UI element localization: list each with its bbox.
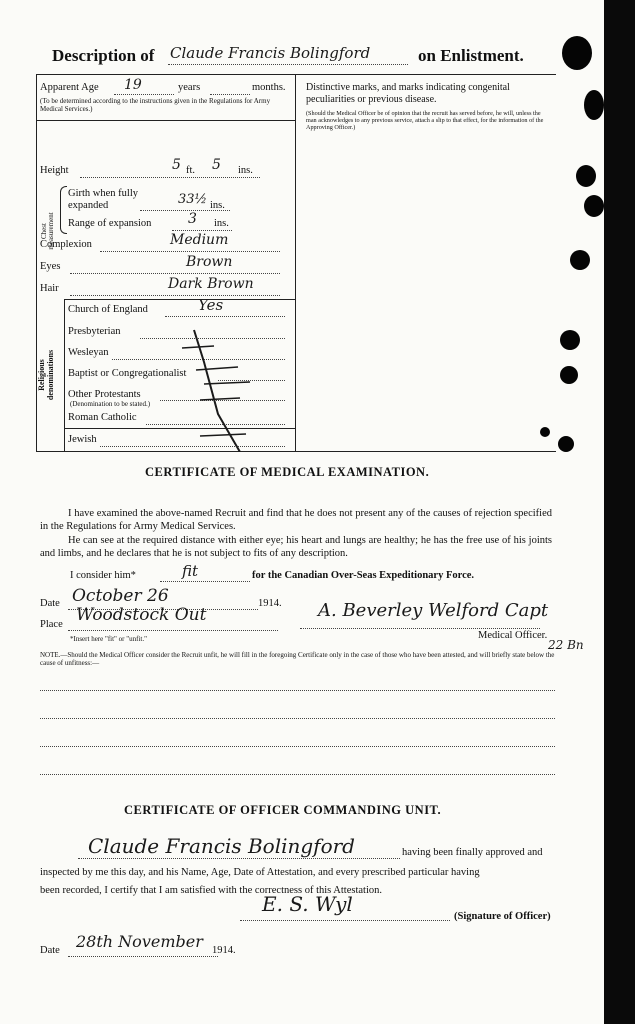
complexion-line bbox=[100, 251, 280, 252]
complexion-value: Medium bbox=[170, 232, 229, 248]
religion-group-label: Religious denominations bbox=[37, 349, 55, 401]
age-months-line bbox=[210, 94, 250, 95]
medical-certificate-title: CERTIFICATE OF MEDICAL EXAMINATION. bbox=[145, 465, 430, 479]
religion-line bbox=[165, 316, 285, 317]
form-title-suffix: on Enlistment. bbox=[418, 46, 524, 65]
medical-para-1: I have examined the above-named Recruit and find that he does not present any of the causes of rejection specified in the Regulations for Army Medical Services. bbox=[40, 508, 552, 532]
religion-handwritten-strokes bbox=[160, 318, 260, 452]
medical-place-line bbox=[68, 630, 278, 631]
commanding-date-year: 1914. bbox=[212, 945, 236, 956]
religion-church-of-england-label: Church of England bbox=[68, 304, 148, 315]
commanding-signature-label: (Signature of Officer) bbox=[454, 911, 551, 922]
religion-wesleyan-label: Wesleyan bbox=[68, 347, 109, 358]
range-value: 3 bbox=[188, 211, 197, 227]
punch-hole bbox=[540, 427, 550, 437]
table-divider bbox=[295, 74, 296, 452]
punch-hole bbox=[576, 165, 596, 187]
range-line bbox=[172, 230, 232, 231]
hair-label: Hair bbox=[40, 283, 59, 294]
table-bottom-rule bbox=[36, 451, 556, 452]
medical-officer-signature: A. Beverley Welford Capt bbox=[318, 600, 549, 621]
commanding-line-2: inspected by me this day, and his Name, Age, Date of Attestation, and every prescribed particular having bbox=[40, 867, 480, 878]
consider-prefix: I consider him* bbox=[70, 570, 136, 581]
eyes-label: Eyes bbox=[40, 261, 61, 272]
religion-box-top bbox=[64, 299, 295, 300]
age-years-line bbox=[114, 94, 174, 95]
unfitness-line bbox=[40, 746, 555, 747]
medical-officer-label: Medical Officer. bbox=[478, 630, 548, 641]
commanding-date-line bbox=[68, 956, 218, 957]
medical-signature-line bbox=[300, 628, 540, 629]
height-line bbox=[80, 177, 260, 178]
eyes-line bbox=[70, 273, 280, 274]
commanding-recruit-name: Claude Francis Bolingford bbox=[88, 834, 355, 858]
chest-brace bbox=[60, 186, 67, 234]
commanding-officer-signature: E. S. Wyl bbox=[262, 892, 353, 916]
religion-other-protestants-label: Other Protestants bbox=[68, 389, 141, 400]
punch-hole bbox=[584, 90, 604, 120]
distinctive-marks-note: (Should the Medical Officer be of opinion that the recruit has served before, he will, unless the man acknowledges to any previous service, attach a slip to that effect, for the information of the Approving Officer.) bbox=[306, 110, 544, 131]
girth-value: 33½ bbox=[178, 192, 208, 207]
height-label: Height bbox=[40, 165, 69, 176]
age-row-rule bbox=[36, 120, 295, 121]
medical-date-label: Date bbox=[40, 598, 60, 609]
medical-date-value: October 26 bbox=[72, 586, 169, 606]
unfitness-line bbox=[40, 718, 555, 719]
months-label: months. bbox=[252, 82, 286, 93]
commanding-signature-line bbox=[240, 920, 450, 921]
range-unit: ins. bbox=[214, 218, 229, 229]
consider-suffix: for the Canadian Over-Seas Expeditionary Force. bbox=[252, 570, 475, 581]
height-ins-label: ins. bbox=[238, 165, 253, 176]
height-ft-label: ft. bbox=[186, 165, 196, 176]
punch-hole bbox=[560, 330, 580, 350]
punch-hole bbox=[558, 436, 574, 452]
punch-hole bbox=[560, 366, 578, 384]
medical-unfit-note: NOTE.—Should the Medical Officer consider the Recruit unfit, he will fill in the foregoing Certificate only in the case of those who have been attested, and will briefly state below the cause of unfitness:— bbox=[40, 651, 555, 667]
scan-edge bbox=[604, 0, 635, 1024]
complexion-label: Complexion bbox=[40, 239, 92, 250]
medical-place-label: Place bbox=[40, 619, 63, 630]
consider-fitness-value: fit bbox=[182, 562, 199, 580]
religion-roman-catholic-label: Roman Catholic bbox=[68, 412, 137, 423]
punch-hole bbox=[570, 250, 590, 270]
girth-label: Girth when fully expanded bbox=[68, 188, 138, 211]
commanding-date-value: 28th November bbox=[76, 932, 203, 951]
range-label: Range of expansion bbox=[68, 218, 152, 229]
commanding-having-text: having been finally approved and bbox=[402, 847, 543, 858]
height-feet-value: 5 bbox=[172, 157, 181, 173]
religion-church-of-england-value: Yes bbox=[198, 296, 224, 314]
apparent-age-note: (To be determined according to the instructions given in the Regulations for Army Medical Services.) bbox=[40, 97, 271, 113]
apparent-age-years-value: 19 bbox=[124, 77, 142, 93]
apparent-age-label: Apparent Age bbox=[40, 82, 99, 93]
chest-group-label: Chest measurement bbox=[40, 212, 55, 250]
commanding-date-label: Date bbox=[40, 945, 60, 956]
hair-value: Dark Brown bbox=[168, 276, 254, 292]
eyes-value: Brown bbox=[186, 254, 233, 270]
form-title-prefix: Description of bbox=[52, 46, 155, 65]
commanding-name-line bbox=[78, 858, 400, 859]
distinctive-marks-label: Distinctive marks, and marks indicating congenital peculiarities or previous disease. bbox=[306, 82, 510, 105]
religion-jewish-label: Jewish bbox=[68, 434, 97, 445]
table-top-rule bbox=[36, 74, 556, 75]
punch-hole bbox=[562, 36, 592, 70]
medical-place-value: Woodstock Out bbox=[76, 605, 207, 625]
height-inches-value: 5 bbox=[212, 157, 221, 173]
medical-date-year: 1914. bbox=[258, 598, 282, 609]
unfitness-line bbox=[40, 774, 555, 775]
commanding-line-3: been recorded, I certify that I am satisfied with the correctness of this Attestation. bbox=[40, 885, 383, 896]
years-label: years bbox=[178, 82, 201, 93]
medical-para-2: He can see at the required distance with either eye; his heart and lungs are healthy; he has the free use of his joints and limbs, and he declares that he is not subject to fits of any description. bbox=[40, 535, 552, 559]
hair-line bbox=[70, 295, 280, 296]
consider-line bbox=[160, 581, 250, 582]
punch-hole bbox=[584, 195, 604, 217]
unfitness-line bbox=[40, 690, 555, 691]
commanding-certificate-title: CERTIFICATE OF OFFICER COMMANDING UNIT. bbox=[124, 803, 442, 817]
name-line bbox=[168, 64, 408, 65]
insert-fit-note: *Insert here "fit" or "unfit." bbox=[70, 635, 147, 643]
recruit-name: Claude Francis Bolingford bbox=[170, 44, 371, 62]
religion-other-protestants-note: (Denomination to be stated.) bbox=[70, 400, 151, 408]
religion-baptist-label: Baptist or Congregationalist bbox=[68, 368, 187, 379]
religion-presbyterian-label: Presbyterian bbox=[68, 326, 121, 337]
medical-officer-extra: 22 Bn bbox=[548, 638, 584, 652]
girth-unit: ins. bbox=[210, 200, 225, 211]
